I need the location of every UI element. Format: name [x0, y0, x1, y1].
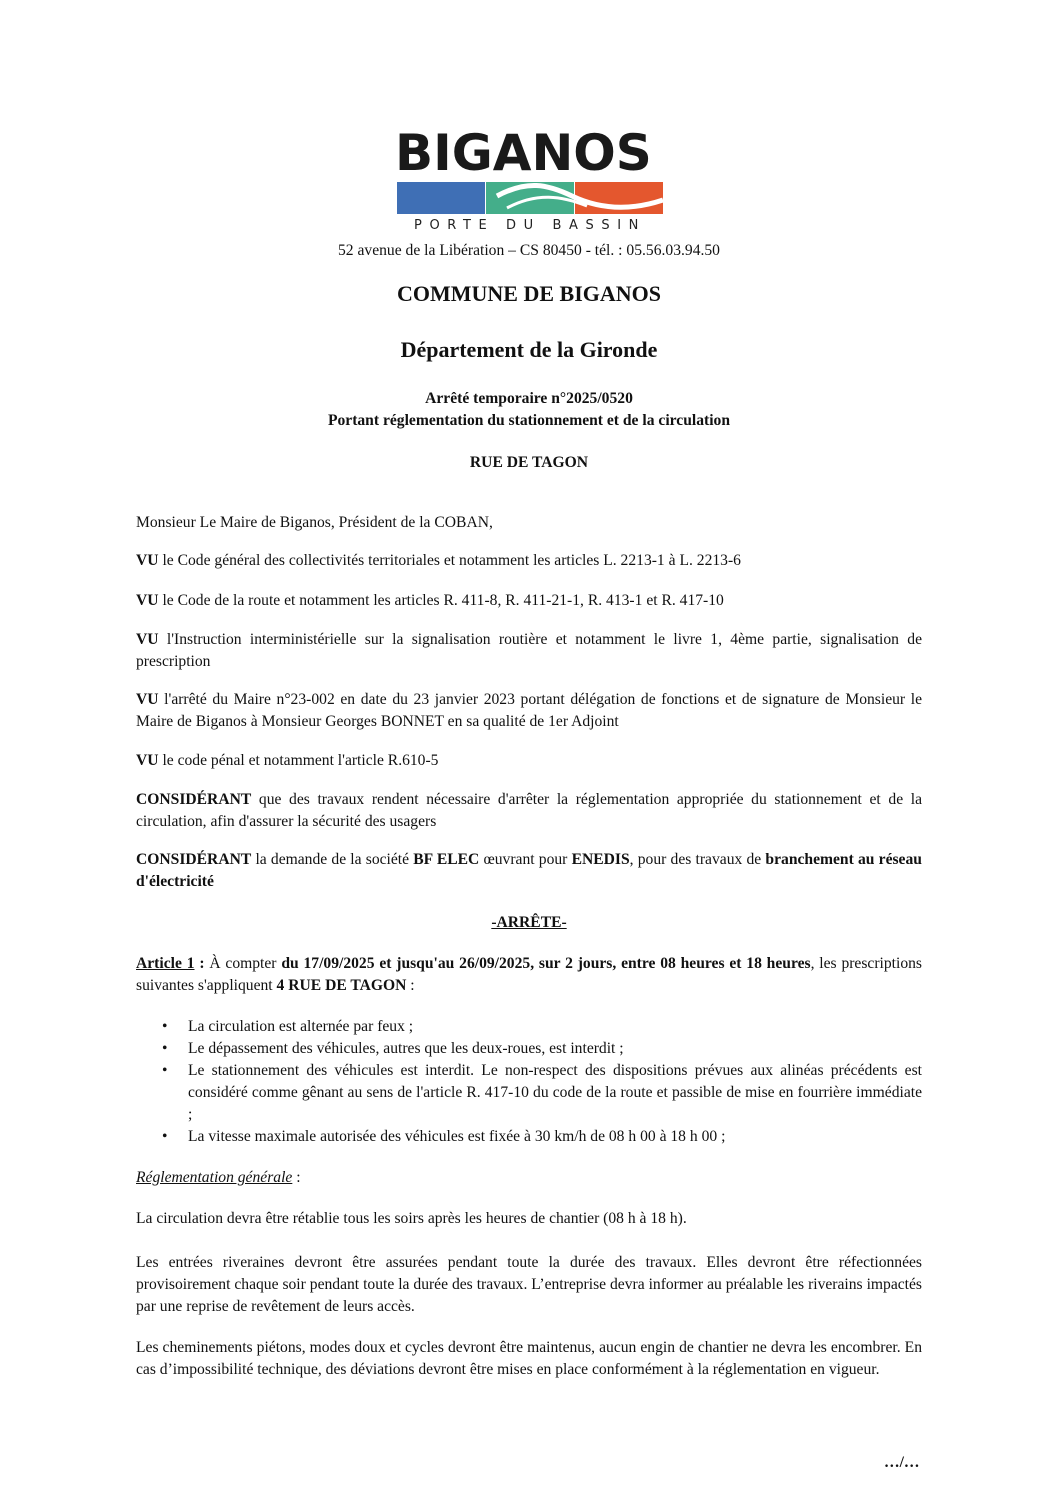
arrete-number: Arrêté temporaire n°2025/0520	[425, 390, 633, 407]
vu-label: VU	[136, 752, 159, 769]
vu-text: le Code de la route et notamment les articles R. 411-8, R. 411-21-1, R. 413-1 et R. 417-10	[162, 592, 724, 609]
considerant-label: CONSIDÉRANT	[136, 791, 252, 808]
commune-heading: COMMUNE DE BIGANOS	[396, 281, 661, 306]
reglementation-suffix: :	[292, 1169, 301, 1186]
article-1-dates: du 17/09/2025 et jusqu'au 26/09/2025, sur 2 jours, entre 08 heures et 18 heures	[281, 955, 811, 972]
considerant-text: la demande de la société	[255, 851, 410, 868]
article-1-paragraph	[136, 953, 922, 997]
prescriptions-list	[136, 1016, 922, 1148]
reglementation-paragraph: La circulation devra être rétablie tous les soirs après les heures de chantier (08 h à 18 h).	[136, 1210, 687, 1227]
vu-paragraph	[136, 550, 922, 572]
article-1-text: À compter	[204, 955, 282, 972]
reglementation-paragraph: Les cheminements piétons, modes doux et cycles devront être maintenus, aucun engin de chantier ne devra les encombrer. En cas d’impossibilité technique, des déviations devront être mises en place conformément à la réglementation en vigueur.	[136, 1339, 922, 1378]
continuation-mark: …/…	[884, 1454, 920, 1471]
list-item: • Le dépassement des véhicules, autres que les deux-roues, est interdit ;	[188, 1038, 922, 1060]
vu-text: l'Instruction interministérielle sur la signalisation routière et notamment le livre 1, 4ème partie, signalisation de prescription	[136, 631, 923, 670]
article-1-address: 4 RUE DE TAGON	[276, 977, 407, 994]
vu-paragraph	[136, 750, 922, 772]
reglementation-title: Réglementation générale	[136, 1169, 293, 1186]
vu-paragraph	[136, 590, 922, 612]
vu-text: le code pénal et notamment l'article R.610-5	[162, 752, 439, 769]
vu-text: le Code général des collectivités territoriales et notamment les articles L. 2213-1 à L. 2213-6	[162, 552, 741, 569]
list-item: • Le stationnement des véhicules est interdit. Le non-respect des dispositions prévues aux alinéas précédents est considéré comme gênant au sens de l'article R. 417-10 du code de la route et passible de mise en fourrière immédiate ;	[188, 1060, 922, 1126]
preamble-intro: Monsieur Le Maire de Biganos, Président de la COBAN,	[136, 514, 493, 531]
client-name: ENEDIS	[571, 851, 630, 868]
logo-color-band	[397, 182, 663, 214]
logo-wordmark: BIGANOS	[395, 124, 652, 182]
vu-label: VU	[136, 631, 159, 648]
arrete-subject: Portant réglementation du stationnement et de la circulation	[327, 412, 731, 429]
list-item: • La vitesse maximale autorisée des véhicules est fixée à 30 km/h de 08 h 00 à 18 h 00 ;	[188, 1126, 922, 1148]
vu-paragraph	[136, 629, 922, 673]
article-1-text: , les prescriptions suivantes s'appliquent	[136, 955, 922, 994]
departement-heading: Département de la Gironde	[400, 337, 658, 362]
article-1-text: :	[406, 977, 415, 994]
arrete-heading: -ARRÊTE-	[491, 914, 567, 931]
works-description: branchement au réseau d'électricité	[136, 851, 922, 890]
vu-label: VU	[136, 592, 159, 609]
considerant-label: CONSIDÉRANT	[136, 851, 252, 868]
reglementation-paragraph: Les entrées riveraines devront être assurées pendant toute la durée des travaux. Elles devront être réfectionnées provisoirement chaque soir pendant toute la durée des travaux. L’entreprise devra informer au préalable les riverains impactés par une reprise de revêtement de leurs accès.	[136, 1254, 922, 1315]
logo-tagline: PORTE DU BASSIN	[414, 218, 646, 233]
vu-label: VU	[136, 552, 159, 569]
list-item: • La circulation est alternée par feux ;	[188, 1016, 922, 1038]
considerant-text: que des travaux rendent nécessaire d'arrêter la réglementation appropriée du stationnement et de la circulation, afin d'assurer la sécurité des usagers	[136, 791, 922, 830]
vu-paragraph	[136, 689, 922, 733]
company-name: BF ELEC	[413, 851, 480, 868]
considerant-paragraph	[136, 849, 922, 893]
considerant-text: œuvrant pour	[483, 851, 568, 868]
article-1-label: Article 1	[136, 955, 195, 972]
considerant-paragraph	[136, 789, 922, 833]
reglementation-heading	[136, 1167, 922, 1189]
vu-text: l'arrêté du Maire n°23-002 en date du 23 janvier 2023 portant délégation de fonctions et de signature de Monsieur le Maire de Biganos à Monsieur Georges BONNET en sa qualité de 1er Adjoint	[136, 691, 922, 730]
article-1-colon: :	[194, 955, 205, 972]
considerant-text: , pour des travaux de	[629, 851, 762, 868]
biganos-logo	[395, 124, 665, 233]
municipal-address: 52 avenue de la Libération – CS 80450 - tél. : 05.56.03.94.50	[338, 242, 720, 259]
street-name: RUE DE TAGON	[469, 454, 589, 471]
vu-label: VU	[136, 691, 159, 708]
